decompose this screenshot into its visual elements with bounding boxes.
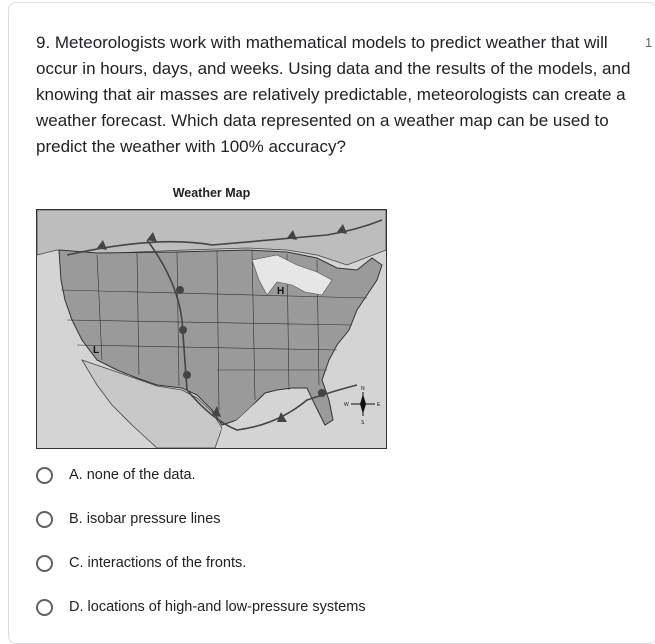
low-pressure-label: L: [93, 345, 100, 356]
radio-circle-icon[interactable]: [36, 511, 53, 528]
weather-map-illustration: [37, 210, 386, 448]
radio-circle-icon[interactable]: [36, 467, 53, 484]
svg-text:E: E: [377, 402, 381, 408]
high-pressure-label: H: [277, 286, 285, 297]
option-label: B. isobar pressure lines: [69, 511, 221, 527]
option-c[interactable]: [36, 551, 246, 575]
question-text: 9. Meteorologists work with mathematical models to predict weather that will occur in hours, days, and weeks. Using data and the results of the models, and knowing that air masses are relatively predictable, meteorologists can create a weather forecast. Which data represented on a weather map can be used to predict the weather with 100% accuracy?: [36, 33, 631, 156]
option-d[interactable]: [36, 595, 366, 619]
svg-text:S: S: [361, 420, 365, 426]
option-label: D. locations of high-and low-pressure systems: [69, 599, 366, 615]
radio-circle-icon[interactable]: [36, 555, 53, 572]
svg-text:W: W: [344, 402, 349, 408]
svg-text:N: N: [361, 386, 365, 392]
compass-icon: [344, 386, 381, 426]
points-label: 1: [645, 35, 653, 50]
radio-circle-icon[interactable]: [36, 599, 53, 616]
map-title: Weather Map: [172, 186, 251, 200]
option-b[interactable]: [36, 507, 221, 531]
weather-map-image: [36, 209, 387, 449]
option-label: C. interactions of the fronts.: [69, 555, 247, 571]
option-label: A. none of the data.: [69, 467, 196, 483]
option-a[interactable]: [36, 463, 196, 487]
